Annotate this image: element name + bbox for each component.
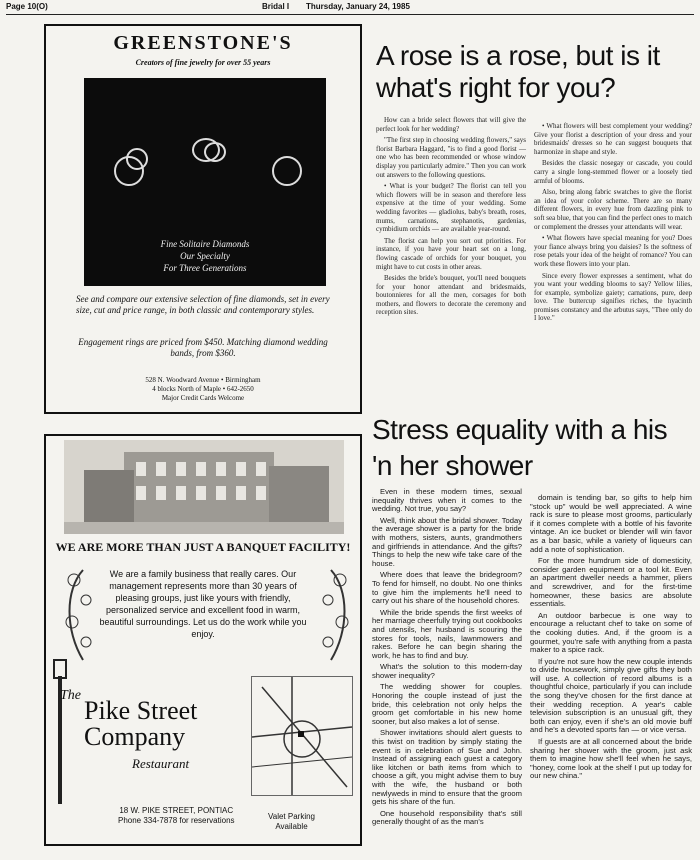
article-rose-headline: A rose is a rose, but is it what's right for you?	[376, 40, 660, 103]
paragraph: The florist can help you sort out priorities. For instance, if you have your heart set on a long, flowing cascade of orchids for your bouquet, you might have to cut costs in other areas.	[376, 236, 526, 271]
contact-line: 18 W. PIKE STREET, PONTIAC	[119, 806, 234, 815]
restaurant-name-line: Company	[84, 722, 186, 751]
restaurant-name-line: Pike Street	[84, 696, 198, 725]
paragraph: "The first step in choosing wedding flowers," says florist Barbara Haggard, "is to find a good florist — one who has been recommended or whose window display you particularly admire." Then you can work out answers to the following questions.	[376, 136, 526, 179]
restaurant-name-prefix: The	[60, 688, 81, 703]
lamp-post-icon	[52, 656, 68, 806]
restaurant-name	[84, 698, 197, 750]
paragraph: Since every flower expresses a sentiment, what do you want your wedding blooms to say? Yellow lilies, for example, symbolize gaiety; carnations, pure, deep love. The buttercup signifies riches, the hyacinth promises constancy and the arbutus says, "Thee only do I love."	[534, 271, 692, 323]
paragraph: For the more humdrum side of domesticity, consider garden equipment or a tool kit. Even an apartment dweller needs a hammer, pliers and screwdriver, and for the first-time homeowner, these basics are absolute essentials.	[530, 556, 692, 609]
address-line: 4 blocks North of Maple • 642-2650	[152, 385, 254, 393]
article-rose-column-1	[376, 116, 526, 320]
paragraph: Even in these modern times, sexual inequality thrives when it comes to the wedding. Not true, you say?	[372, 487, 522, 514]
paragraph: Besides the classic nosegay or cascade, you could carry a single long-stemmed flower or a loosely tied armful of blooms.	[534, 159, 692, 185]
paragraph: How can a bride select flowers that will give the perfect look for her wedding?	[376, 116, 526, 133]
article-shower-column-1	[372, 488, 522, 830]
article-shower-headline: Stress equality with a his 'n her shower	[372, 414, 668, 481]
page-number: Page 10(O)	[6, 2, 48, 11]
valet-parking-note	[268, 812, 315, 832]
ad-address	[46, 376, 360, 403]
paragraph: What's the solution to this modern-day shower inequality?	[372, 662, 522, 680]
pike-street-ad	[44, 434, 362, 846]
section-name: Bridal I	[262, 2, 290, 11]
contact-line: Phone 334-7878 for reservations	[118, 816, 235, 825]
page-header	[6, 2, 694, 14]
valet-line: Valet Parking	[268, 812, 315, 821]
photo-caption-line: For Three Generations	[163, 263, 247, 273]
location-map	[251, 676, 353, 796]
paragraph: The wedding shower for couples. Honoring the couple instead of just the bride, this celebration not only helps the groom get comfortable in his new home sooner, but also makes a lot of sense.	[372, 682, 522, 726]
paragraph: Well, think about the bridal shower. Today the average shower is a party for the bride with mothers, sisters, aunts, grandmothers and girlfriends in attendance. And the gifts? Things to help the new wife take care of the house.	[372, 515, 522, 568]
greenstones-ad	[44, 24, 362, 414]
ad-tagline: Creators of fine jewelry for over 55 years	[135, 58, 271, 67]
address-line: Major Credit Cards Welcome	[161, 394, 245, 402]
photo-caption-line: Fine Solitaire Diamonds	[160, 239, 250, 249]
header-rule	[6, 14, 694, 15]
paragraph: If you're not sure how the new couple intends to divide housework, simply give gifts they both will use. A collection of record albums is a thoughtful choice, particularly if you can include the song they've chosen for the first dance at their wedding reception. A year's cable television subscription is an unusual gift, they both can enjoy, even if she's an old movie buff and he's a devoted sports fan — or vice versa.	[530, 656, 692, 735]
restaurant-subtitle: Restaurant	[132, 756, 190, 771]
paragraph: Where does that leave the bridegroom? To fend for himself, no doubt. No one thinks to give him the implements he'll need to carry out his share of the household chores.	[372, 570, 522, 606]
article-shower-column-2	[530, 494, 692, 784]
paragraph: Also, bring along fabric swatches to give the florist an idea of your color scheme. There are so many different flowers, in every hue from dazzling pink to soft sea blue, that you can find the perfect ones to match or complement the dresses your attendants will wear.	[534, 188, 692, 231]
ad-body-text: We are a family business that really cares. Our management represents more than 30 years of pleasing groups, just like yours with friendly, personalized service and excellent food in warm, beautiful surroundings. Let us do the work while you enjoy.	[99, 569, 307, 639]
paragraph: One household responsibility that's still generally thought of as the man's	[372, 808, 522, 827]
paragraph: If guests are at all concerned about the bride sharing her shower with the groom, just ask them to imagine how she'll feel when he says, "honey, come look at the shelf I put up today for our new china."	[530, 737, 692, 781]
ad-engagement-prices: Engagement rings are priced from $450. Matching diamond wedding bands, from $360.	[78, 337, 328, 358]
ad-headline: WE ARE MORE THAN JUST A BANQUET FACILITY!	[55, 540, 351, 554]
ring-center-image-2	[204, 142, 226, 162]
paragraph: • What flowers will best complement your wedding? Give your florist a description of your dress and your bridesmaids' dresses so he can suggest bouquets that harmonize in shape and style.	[534, 122, 692, 156]
floral-decoration-right-icon	[308, 560, 354, 670]
ad-description: See and compare our extensive selection of fine diamonds, set in every size, cut and price range, in both classic and contemporary styles.	[76, 294, 330, 315]
rings-photo	[84, 78, 326, 286]
ring-left-image-2	[126, 148, 148, 170]
photo-caption-line: Our Specialty	[180, 251, 230, 261]
issue-date: Thursday, January 24, 1985	[306, 2, 410, 11]
address-line: 528 N. Woodward Avenue • Birmingham	[145, 376, 261, 384]
paragraph: An outdoor barbecue is one way to encourage a reluctant chef to take on some of the cooking duties. And, if the groom is a gourmet, you're safe with anything from a pasta maker to a spice rack.	[530, 610, 692, 655]
article-rose-column-2	[534, 122, 692, 326]
building-illustration	[64, 440, 344, 534]
paragraph: domain is tending bar, so gifts to help him "stock up" would be well appreciated. A wine rack is sure to please most grooms, particularly if it comes complete with a bottle of his favorite vintage. An ice bucket or blender will win favor as a bar basic, while a variety of liqueurs can add a note of sophistication.	[530, 493, 692, 554]
restaurant-contact	[118, 806, 235, 826]
ad-brand-name: GREENSTONE'S	[113, 32, 293, 54]
photo-caption	[84, 238, 326, 274]
paragraph: Besides the bride's bouquet, you'll need bouquets for your honor attendant and bridesmaids, boutonnieres for all the men, corsages for both mothers, and flowers to decorate the ceremony and reception sites.	[376, 274, 526, 317]
paragraph: While the bride spends the first weeks of her marriage cheerfully trying out cookbooks and utensils, her husband is scouring the stores for tools, nails, lawnmowers and rakes. Before he can begin sharing the work, he has to find and buy.	[372, 607, 522, 660]
paragraph: • What is your budget? The florist can tell you which flowers will be in season and therefore less expensive at the time of your wedding. Some wedding favorites — gladiolus, baby's breath, roses, mums, carnations, stephanotis, gardenias, cymbidium orchids — are available year-round.	[376, 182, 526, 234]
valet-line: Available	[275, 822, 308, 831]
paragraph: • What flowers have special meaning for you? Does your fiance always bring you daisies? Is the softness of rose petals your idea of the height of romance? You can work these flowers into your plan.	[534, 234, 692, 268]
paragraph: Shower invitations should alert guests to this twist on tradition by simply stating the event is in celebration of Sue and John. Instead of assigning each guest a category like kitchen or bath items from which to choose a gift, you might advise them to buy with the wife, the husband or both newlyweds in mind to ensure that the groom gets his share of the fun.	[372, 728, 522, 807]
ring-right-image	[272, 156, 302, 186]
